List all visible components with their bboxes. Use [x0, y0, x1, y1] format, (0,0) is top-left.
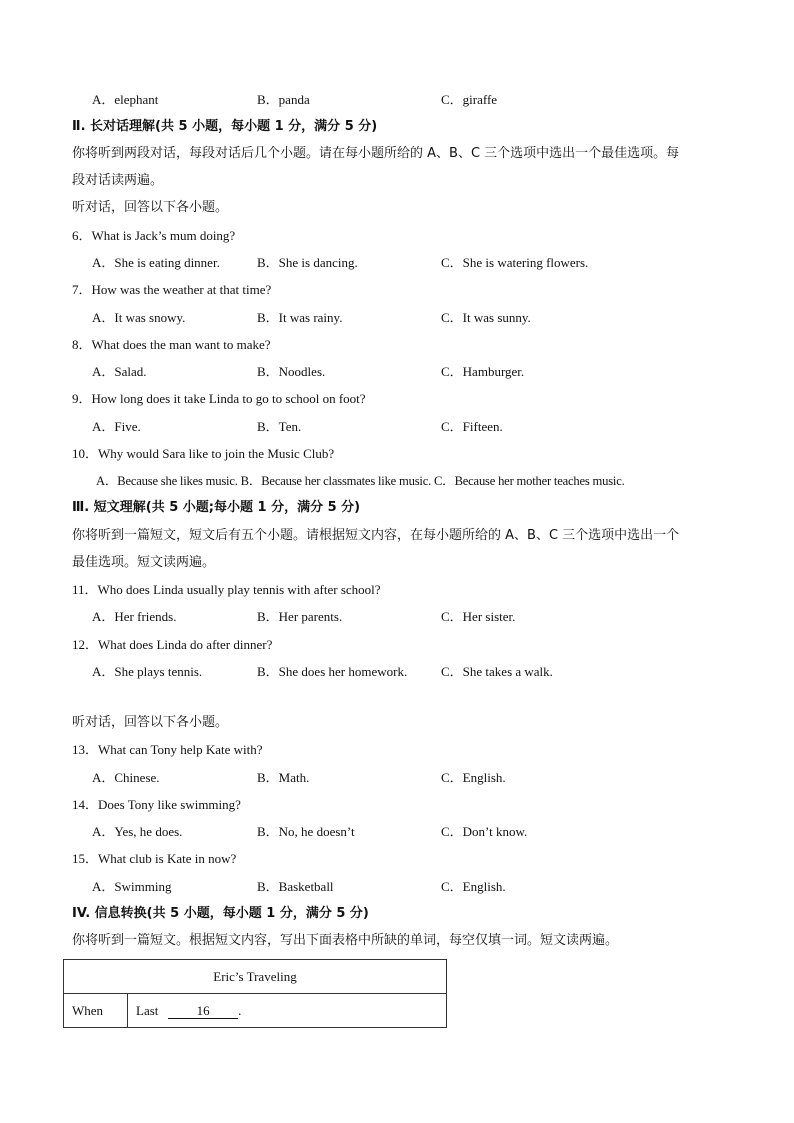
q7-option-b: B．It was rainy. — [257, 310, 343, 325]
q11-option-b: B．Her parents. — [257, 609, 343, 624]
row-suffix: . — [238, 1002, 242, 1018]
question-11: 11．Who does Linda usually play tennis with after school? — [72, 582, 381, 597]
section-3-heading: Ⅲ. 短文理解(共 5 小题;每小题 1 分，满分 5 分) — [72, 500, 361, 515]
q7-option-c: C．It was sunny. — [441, 310, 531, 325]
q15-option-b: B．Basketball — [257, 879, 334, 894]
q8-option-a: A．Salad. — [92, 364, 147, 379]
option-a: A．elephant — [92, 92, 159, 107]
q15-option-a: A．Swimming — [92, 879, 172, 894]
q6-option-c: C．She is watering flowers. — [441, 255, 589, 270]
q14-option-b: B．No, he doesn’t — [257, 824, 355, 839]
q12-option-c: C．She takes a walk. — [441, 664, 553, 679]
question-12: 12．What does Linda do after dinner? — [72, 637, 273, 652]
question-15: 15．What club is Kate in now? — [72, 851, 237, 866]
q14-option-a: A．Yes, he does. — [92, 824, 183, 839]
q8-option-b: B．Noodles. — [257, 364, 326, 379]
q15-option-c: C．English. — [441, 879, 506, 894]
question-14: 14．Does Tony like swimming? — [72, 797, 241, 812]
info-table — [63, 959, 447, 1028]
q8-option-c: C．Hamburger. — [441, 364, 525, 379]
q9-option-c: C．Fifteen. — [441, 419, 503, 434]
q6-option-b: B．She is dancing. — [257, 255, 358, 270]
table-row — [64, 994, 447, 1028]
q13-option-c: C．English. — [441, 770, 506, 785]
section-2-heading: Ⅱ. 长对话理解(共 5 小题，每小题 1 分，满分 5 分) — [72, 119, 378, 134]
q9-option-a: A．Five. — [92, 419, 141, 434]
question-7: 7．How was the weather at that time? — [72, 282, 272, 297]
question-10: 10．Why would Sara like to join the Music Club? — [72, 446, 335, 461]
section-3-instruction-line2: 最佳选项。短文读两遍。 — [72, 555, 216, 570]
section-3-instruction-line1: 你将听到一篇短文，短文后有五个小题。请根据短文内容，在每小题所给的 A、B、C 三个选项中选出一个 — [72, 528, 680, 543]
q14-option-c: C．Don’t know. — [441, 824, 528, 839]
q7-option-a: A．It was snowy. — [92, 310, 186, 325]
q12-option-a: A．She plays tennis. — [92, 664, 203, 679]
q12-option-b: B．She does her homework. — [257, 664, 408, 679]
q13-option-a: A．Chinese. — [92, 770, 160, 785]
question-6: 6．What is Jack’s mum doing? — [72, 228, 236, 243]
q11-option-c: C．Her sister. — [441, 609, 516, 624]
option-b: B．panda — [257, 92, 310, 107]
answer-blank-16[interactable]: 16 — [168, 1004, 238, 1019]
section-4-heading: IV. 信息转换(共 5 小题，每小题 1 分，满分 5 分) — [72, 906, 369, 921]
q10-options: A．Because she likes music. B．Because her classmates like music. C．Because her mother teaches music. — [96, 474, 625, 488]
listen-instruction: 听对话，回答以下各小题。 — [72, 200, 229, 215]
question-8: 8．What does the man want to make? — [72, 337, 271, 352]
q6-option-a: A．She is eating dinner. — [92, 255, 220, 270]
table-title: Eric’s Traveling — [64, 960, 447, 994]
row-prefix: Last — [136, 1002, 159, 1018]
section-4-instruction: 你将听到一篇短文。根据短文内容，写出下面表格中所缺的单词，每空仅填一词。短文读两遍。 — [72, 933, 619, 948]
row-value-when — [128, 994, 447, 1028]
listen-instruction-2: 听对话，回答以下各小题。 — [72, 715, 229, 730]
question-13: 13．What can Tony help Kate with? — [72, 742, 263, 757]
q13-option-b: B．Math. — [257, 770, 310, 785]
table-title-row — [64, 960, 447, 994]
section-2-instruction-line2: 段对话读两遍。 — [72, 173, 164, 188]
question-9: 9．How long does it take Linda to go to school on foot? — [72, 391, 366, 406]
q11-option-a: A．Her friends. — [92, 609, 177, 624]
section-2-instruction-line1: 你将听到两段对话，每段对话后几个小题。请在每小题所给的 A、B、C 三个选项中选出一个最佳选项。每 — [72, 146, 680, 161]
q9-option-b: B．Ten. — [257, 419, 302, 434]
option-c: C．giraffe — [441, 92, 498, 107]
row-label-when: When — [64, 994, 128, 1028]
